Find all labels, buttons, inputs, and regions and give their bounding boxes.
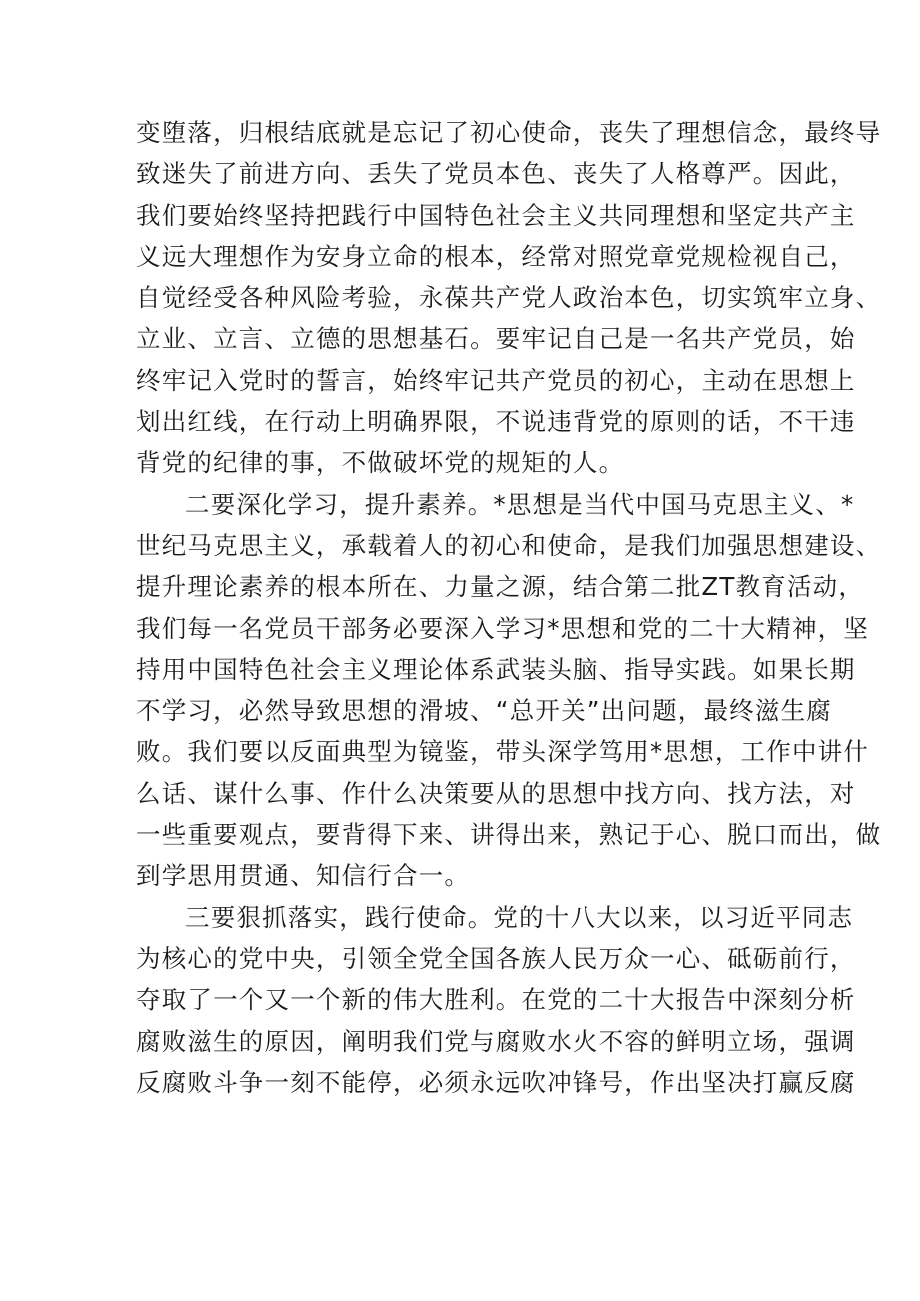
text-line: 腐败滋生的原因，阐明我们党与腐败水火不容的鲜明立场，强调 (136, 1026, 856, 1056)
text-line: 不学习，必然导致思想的滑坡、“总开关”出问题，最终滋生腐 (136, 696, 832, 726)
text-line: 提升理论素养的根本所在、力量之源，结合第二批ZT教育活动， (136, 572, 865, 602)
text-line: 终牢记入党时的誓言，始终牢记共产党员的初心，主动在思想上 (136, 365, 856, 395)
text-line: 到学思用贯通、知信行合一。 (136, 861, 471, 891)
text-line: 持用中国特色社会主义理论体系武装头脑、指导实践。如果长期 (136, 654, 856, 684)
text-line: 一些重要观点，要背得下来、讲得出来，熟记于心、脱口而出，做 (136, 820, 882, 850)
text-line: 划出红线，在行动上明确界限，不说违背党的原则的话，不干违 (136, 407, 856, 437)
text-line: 反腐败斗争一刻不能停，必须永远吹冲锋号，作出坚决打赢反腐 (136, 1067, 856, 1097)
text-line: 夺取了一个又一个新的伟大胜利。在党的二十大报告中深刻分析 (136, 985, 856, 1015)
text-line: 背党的纪律的事，不做破坏党的规矩的人。 (136, 448, 625, 478)
text-line: 我们每一名党员干部务必要深入学习*思想和党的二十大精神，坚 (136, 613, 870, 643)
text-line: 立业、立言、立德的思想基石。要牢记自己是一名共产党员，始 (136, 324, 856, 354)
text-line: 自觉经受各种风险考验，永葆共产党人政治本色，切实筑牢立身、 (136, 283, 882, 313)
text-line: 么话、谋什么事、作什么决策要从的思想中找方向、找方法，对 (136, 778, 856, 808)
text-line: 致迷失了前进方向、丢失了党员本色、丧失了人格尊严。因此， (136, 159, 856, 189)
text-line: 世纪马克思主义，承载着人的初心和使命，是我们加强思想建设、 (136, 530, 882, 560)
paragraph-2-first-line: 二要深化学习，提升素养。*思想是当代中国马克思主义、* (185, 489, 855, 519)
text-line: 变堕落，归根结底就是忘记了初心使命，丧失了理想信念，最终导 (136, 118, 882, 147)
text-line: 为核心的党中央，引领全党全国各族人民万众一心、砥砺前行， (136, 943, 856, 973)
text-line: 我们要始终坚持把践行中国特色社会主义共同理想和坚定共产主 (136, 200, 856, 230)
body-text (136, 112, 882, 1103)
text-line: 败。我们要以反面典型为镜鉴，带头深学笃用*思想，工作中讲什 (136, 737, 870, 767)
paragraph-3-first-line: 三要狠抓落实，践行使命。党的十八大以来，以习近平同志 (185, 902, 854, 932)
text-line: 义远大理想作为安身立命的根本，经常对照党章党规检视自己， (136, 241, 856, 271)
